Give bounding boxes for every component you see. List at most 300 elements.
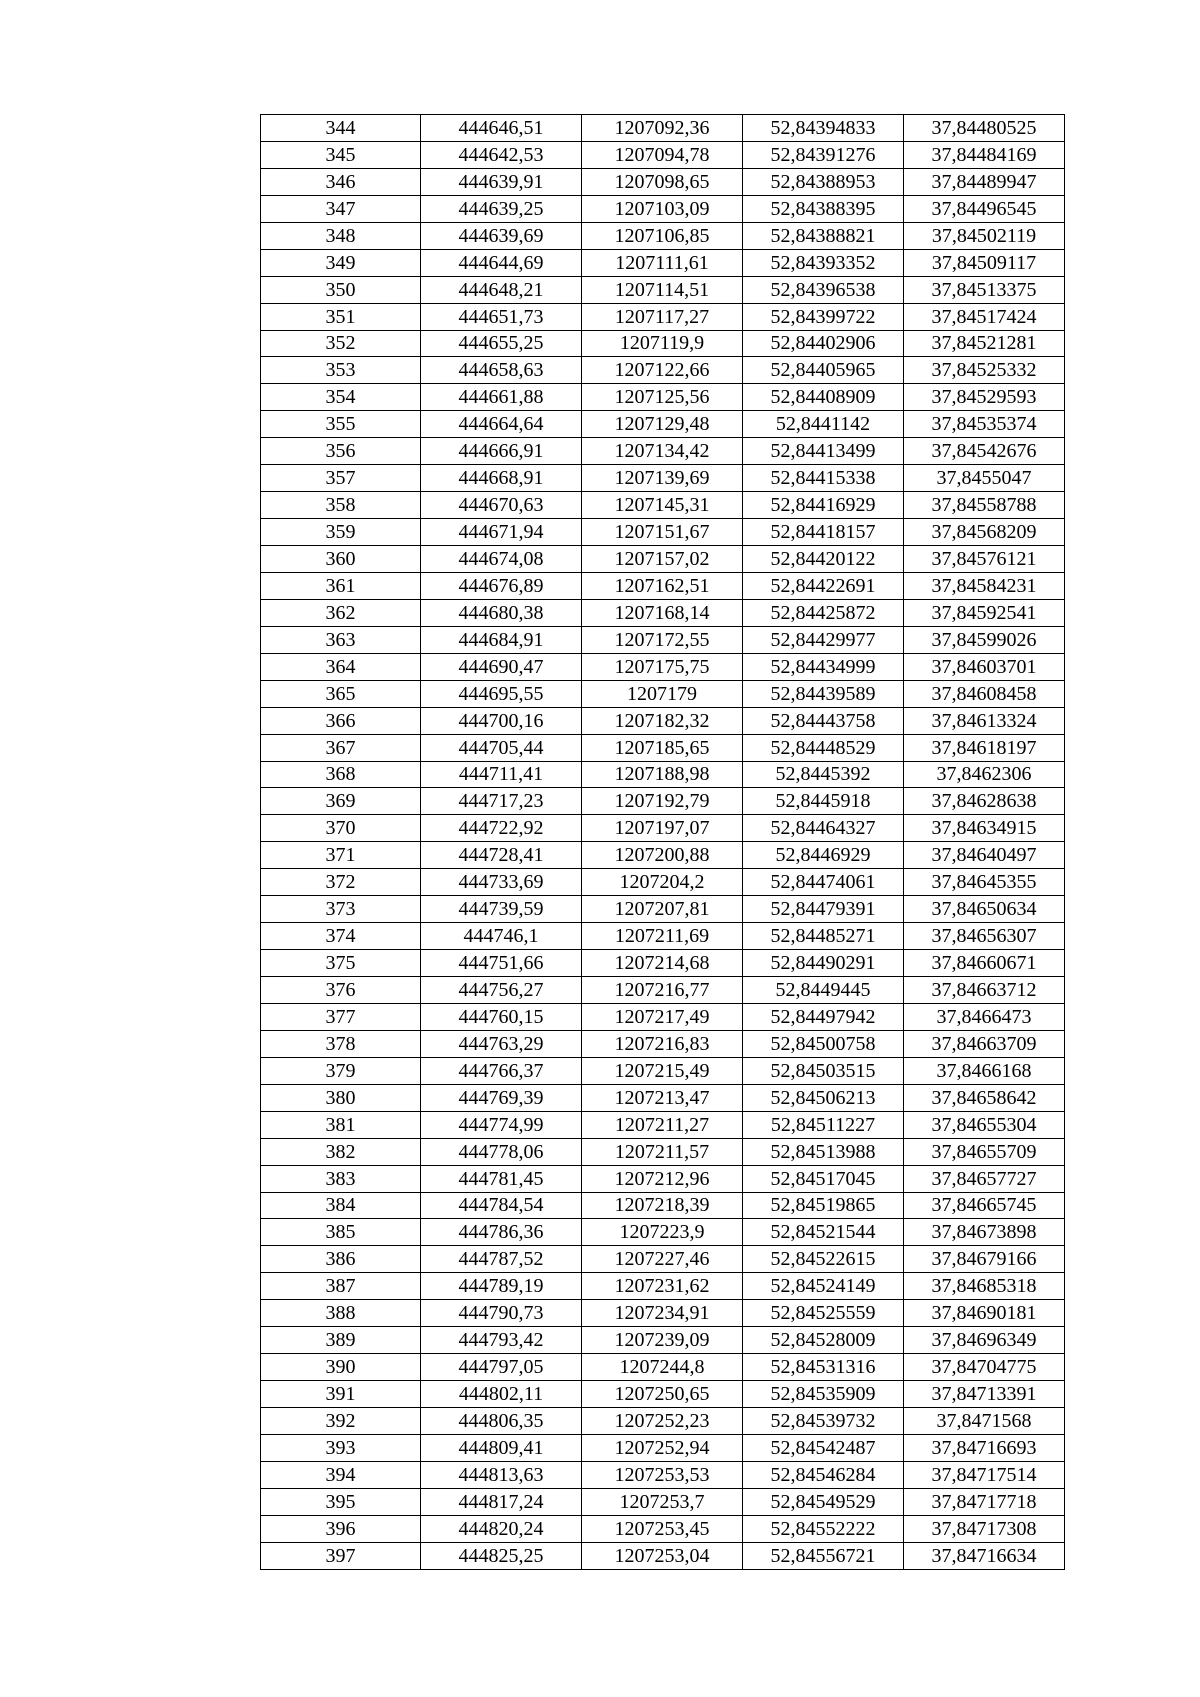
latitude-cell: 52,84420122 [743,546,904,573]
point-number-cell: 391 [261,1381,421,1408]
table-row [261,788,1065,815]
longitude-cell: 37,84685318 [904,1273,1065,1300]
point-number-cell: 350 [261,276,421,303]
latitude-cell: 52,84415338 [743,465,904,492]
table-row [261,1461,1065,1488]
y-coordinate-cell: 1207117,27 [582,303,743,330]
x-coordinate-cell: 444639,91 [421,168,582,195]
latitude-cell: 52,84388395 [743,195,904,222]
longitude-cell: 37,84645355 [904,869,1065,896]
y-coordinate-cell: 1207192,79 [582,788,743,815]
longitude-cell: 37,8471568 [904,1408,1065,1435]
point-number-cell: 383 [261,1165,421,1192]
longitude-cell: 37,84704775 [904,1354,1065,1381]
longitude-cell: 37,84521281 [904,330,1065,357]
x-coordinate-cell: 444790,73 [421,1300,582,1327]
x-coordinate-cell: 444797,05 [421,1354,582,1381]
latitude-cell: 52,8445918 [743,788,904,815]
point-number-cell: 368 [261,761,421,788]
table-row [261,923,1065,950]
latitude-cell: 52,84552222 [743,1515,904,1542]
latitude-cell: 52,8446929 [743,842,904,869]
table-row [261,465,1065,492]
x-coordinate-cell: 444674,08 [421,546,582,573]
longitude-cell: 37,84655304 [904,1111,1065,1138]
longitude-cell: 37,8466473 [904,1003,1065,1030]
point-number-cell: 385 [261,1219,421,1246]
table-row [261,869,1065,896]
coordinates-table [260,114,1065,1570]
y-coordinate-cell: 1207134,42 [582,438,743,465]
longitude-cell: 37,84592541 [904,599,1065,626]
latitude-cell: 52,84535909 [743,1381,904,1408]
longitude-cell: 37,8466168 [904,1057,1065,1084]
longitude-cell: 37,84568209 [904,519,1065,546]
x-coordinate-cell: 444639,69 [421,222,582,249]
longitude-cell: 37,84502119 [904,222,1065,249]
y-coordinate-cell: 1207216,83 [582,1030,743,1057]
y-coordinate-cell: 1207151,67 [582,519,743,546]
latitude-cell: 52,84517045 [743,1165,904,1192]
y-coordinate-cell: 1207182,32 [582,707,743,734]
y-coordinate-cell: 1207253,04 [582,1542,743,1569]
longitude-cell: 37,84558788 [904,492,1065,519]
point-number-cell: 370 [261,815,421,842]
point-number-cell: 358 [261,492,421,519]
y-coordinate-cell: 1207239,09 [582,1327,743,1354]
point-number-cell: 344 [261,115,421,142]
table-row [261,546,1065,573]
y-coordinate-cell: 1207092,36 [582,115,743,142]
table-row [261,734,1065,761]
table-row [261,1488,1065,1515]
x-coordinate-cell: 444658,63 [421,357,582,384]
latitude-cell: 52,84408909 [743,384,904,411]
table-row [261,276,1065,303]
table-row [261,330,1065,357]
longitude-cell: 37,84618197 [904,734,1065,761]
latitude-cell: 52,84519865 [743,1192,904,1219]
table-row [261,1408,1065,1435]
table-row [261,411,1065,438]
latitude-cell: 52,84556721 [743,1542,904,1569]
point-number-cell: 348 [261,222,421,249]
table-row [261,761,1065,788]
x-coordinate-cell: 444763,29 [421,1030,582,1057]
longitude-cell: 37,84673898 [904,1219,1065,1246]
x-coordinate-cell: 444642,53 [421,141,582,168]
x-coordinate-cell: 444651,73 [421,303,582,330]
longitude-cell: 37,84535374 [904,411,1065,438]
x-coordinate-cell: 444817,24 [421,1488,582,1515]
y-coordinate-cell: 1207098,65 [582,168,743,195]
longitude-cell: 37,84576121 [904,546,1065,573]
latitude-cell: 52,84391276 [743,141,904,168]
table-row [261,1003,1065,1030]
x-coordinate-cell: 444793,42 [421,1327,582,1354]
latitude-cell: 52,8441142 [743,411,904,438]
longitude-cell: 37,84660671 [904,950,1065,977]
latitude-cell: 52,84425872 [743,599,904,626]
x-coordinate-cell: 444728,41 [421,842,582,869]
point-number-cell: 394 [261,1461,421,1488]
x-coordinate-cell: 444684,91 [421,626,582,653]
x-coordinate-cell: 444820,24 [421,1515,582,1542]
x-coordinate-cell: 444671,94 [421,519,582,546]
point-number-cell: 351 [261,303,421,330]
x-coordinate-cell: 444670,63 [421,492,582,519]
longitude-cell: 37,84717514 [904,1461,1065,1488]
point-number-cell: 377 [261,1003,421,1030]
table-row [261,1030,1065,1057]
table-row [261,492,1065,519]
latitude-cell: 52,84490291 [743,950,904,977]
point-number-cell: 349 [261,249,421,276]
table-row [261,168,1065,195]
y-coordinate-cell: 1207197,07 [582,815,743,842]
y-coordinate-cell: 1207145,31 [582,492,743,519]
x-coordinate-cell: 444655,25 [421,330,582,357]
y-coordinate-cell: 1207157,02 [582,546,743,573]
point-number-cell: 393 [261,1434,421,1461]
point-number-cell: 384 [261,1192,421,1219]
latitude-cell: 52,8449445 [743,977,904,1004]
y-coordinate-cell: 1207129,48 [582,411,743,438]
y-coordinate-cell: 1207252,23 [582,1408,743,1435]
point-number-cell: 346 [261,168,421,195]
latitude-cell: 52,84525559 [743,1300,904,1327]
point-number-cell: 389 [261,1327,421,1354]
table-row [261,1057,1065,1084]
point-number-cell: 375 [261,950,421,977]
x-coordinate-cell: 444746,1 [421,923,582,950]
longitude-cell: 37,84717718 [904,1488,1065,1515]
point-number-cell: 396 [261,1515,421,1542]
latitude-cell: 52,84485271 [743,923,904,950]
longitude-cell: 37,84634915 [904,815,1065,842]
y-coordinate-cell: 1207212,96 [582,1165,743,1192]
longitude-cell: 37,84608458 [904,680,1065,707]
y-coordinate-cell: 1207172,55 [582,626,743,653]
latitude-cell: 52,84539732 [743,1408,904,1435]
longitude-cell: 37,84628638 [904,788,1065,815]
x-coordinate-cell: 444751,66 [421,950,582,977]
x-coordinate-cell: 444680,38 [421,599,582,626]
longitude-cell: 37,8455047 [904,465,1065,492]
x-coordinate-cell: 444700,16 [421,707,582,734]
table-row [261,1165,1065,1192]
longitude-cell: 37,8462306 [904,761,1065,788]
x-coordinate-cell: 444802,11 [421,1381,582,1408]
x-coordinate-cell: 444781,45 [421,1165,582,1192]
latitude-cell: 52,84506213 [743,1084,904,1111]
longitude-cell: 37,84489947 [904,168,1065,195]
table-row [261,115,1065,142]
point-number-cell: 397 [261,1542,421,1569]
point-number-cell: 372 [261,869,421,896]
point-number-cell: 388 [261,1300,421,1327]
latitude-cell: 52,84513988 [743,1138,904,1165]
point-number-cell: 355 [261,411,421,438]
latitude-cell: 52,84542487 [743,1434,904,1461]
x-coordinate-cell: 444733,69 [421,869,582,896]
latitude-cell: 52,84474061 [743,869,904,896]
longitude-cell: 37,84679166 [904,1246,1065,1273]
table-row [261,438,1065,465]
y-coordinate-cell: 1207162,51 [582,572,743,599]
latitude-cell: 52,84549529 [743,1488,904,1515]
longitude-cell: 37,84529593 [904,384,1065,411]
y-coordinate-cell: 1207188,98 [582,761,743,788]
x-coordinate-cell: 444646,51 [421,115,582,142]
latitude-cell: 52,84531316 [743,1354,904,1381]
latitude-cell: 52,84434999 [743,653,904,680]
latitude-cell: 52,84500758 [743,1030,904,1057]
longitude-cell: 37,84603701 [904,653,1065,680]
longitude-cell: 37,84658642 [904,1084,1065,1111]
x-coordinate-cell: 444676,89 [421,572,582,599]
y-coordinate-cell: 1207216,77 [582,977,743,1004]
point-number-cell: 386 [261,1246,421,1273]
latitude-cell: 52,84521544 [743,1219,904,1246]
table-row [261,1434,1065,1461]
table-row [261,653,1065,680]
longitude-cell: 37,84655709 [904,1138,1065,1165]
latitude-cell: 52,8445392 [743,761,904,788]
table-row [261,572,1065,599]
y-coordinate-cell: 1207253,45 [582,1515,743,1542]
x-coordinate-cell: 444639,25 [421,195,582,222]
longitude-cell: 37,84513375 [904,276,1065,303]
x-coordinate-cell: 444756,27 [421,977,582,1004]
x-coordinate-cell: 444786,36 [421,1219,582,1246]
table-row [261,357,1065,384]
y-coordinate-cell: 1207175,75 [582,653,743,680]
latitude-cell: 52,84394833 [743,115,904,142]
y-coordinate-cell: 1207111,61 [582,249,743,276]
y-coordinate-cell: 1207250,65 [582,1381,743,1408]
latitude-cell: 52,84422691 [743,572,904,599]
point-number-cell: 376 [261,977,421,1004]
latitude-cell: 52,84416929 [743,492,904,519]
longitude-cell: 37,84542676 [904,438,1065,465]
y-coordinate-cell: 1207214,68 [582,950,743,977]
point-number-cell: 364 [261,653,421,680]
longitude-cell: 37,84599026 [904,626,1065,653]
x-coordinate-cell: 444778,06 [421,1138,582,1165]
table-row [261,1327,1065,1354]
x-coordinate-cell: 444695,55 [421,680,582,707]
x-coordinate-cell: 444760,15 [421,1003,582,1030]
table-row [261,384,1065,411]
y-coordinate-cell: 1207094,78 [582,141,743,168]
y-coordinate-cell: 1207204,2 [582,869,743,896]
x-coordinate-cell: 444774,99 [421,1111,582,1138]
point-number-cell: 352 [261,330,421,357]
point-number-cell: 366 [261,707,421,734]
latitude-cell: 52,84497942 [743,1003,904,1030]
point-number-cell: 374 [261,923,421,950]
x-coordinate-cell: 444825,25 [421,1542,582,1569]
table-row [261,842,1065,869]
y-coordinate-cell: 1207103,09 [582,195,743,222]
point-number-cell: 361 [261,572,421,599]
point-number-cell: 347 [261,195,421,222]
table-row [261,680,1065,707]
latitude-cell: 52,84439589 [743,680,904,707]
table-row [261,222,1065,249]
table-row [261,1138,1065,1165]
latitude-cell: 52,84528009 [743,1327,904,1354]
x-coordinate-cell: 444769,39 [421,1084,582,1111]
table-row [261,1515,1065,1542]
x-coordinate-cell: 444787,52 [421,1246,582,1273]
longitude-cell: 37,84690181 [904,1300,1065,1327]
table-row [261,249,1065,276]
longitude-cell: 37,84496545 [904,195,1065,222]
point-number-cell: 353 [261,357,421,384]
point-number-cell: 359 [261,519,421,546]
table-row [261,1246,1065,1273]
longitude-cell: 37,84640497 [904,842,1065,869]
table-row [261,303,1065,330]
y-coordinate-cell: 1207215,49 [582,1057,743,1084]
longitude-cell: 37,84484169 [904,141,1065,168]
longitude-cell: 37,84650634 [904,896,1065,923]
table-row [261,141,1065,168]
x-coordinate-cell: 444711,41 [421,761,582,788]
x-coordinate-cell: 444784,54 [421,1192,582,1219]
y-coordinate-cell: 1207252,94 [582,1434,743,1461]
x-coordinate-cell: 444668,91 [421,465,582,492]
table-row [261,1542,1065,1569]
latitude-cell: 52,84522615 [743,1246,904,1273]
x-coordinate-cell: 444666,91 [421,438,582,465]
table-row [261,977,1065,1004]
y-coordinate-cell: 1207200,88 [582,842,743,869]
longitude-cell: 37,84663712 [904,977,1065,1004]
x-coordinate-cell: 444644,69 [421,249,582,276]
longitude-cell: 37,84584231 [904,572,1065,599]
y-coordinate-cell: 1207244,8 [582,1354,743,1381]
point-number-cell: 373 [261,896,421,923]
y-coordinate-cell: 1207218,39 [582,1192,743,1219]
point-number-cell: 360 [261,546,421,573]
latitude-cell: 52,84396538 [743,276,904,303]
latitude-cell: 52,84413499 [743,438,904,465]
point-number-cell: 382 [261,1138,421,1165]
point-number-cell: 357 [261,465,421,492]
longitude-cell: 37,84480525 [904,115,1065,142]
point-number-cell: 356 [261,438,421,465]
table-row [261,1381,1065,1408]
table-row [261,1219,1065,1246]
x-coordinate-cell: 444739,59 [421,896,582,923]
y-coordinate-cell: 1207223,9 [582,1219,743,1246]
point-number-cell: 362 [261,599,421,626]
x-coordinate-cell: 444766,37 [421,1057,582,1084]
y-coordinate-cell: 1207227,46 [582,1246,743,1273]
latitude-cell: 52,84524149 [743,1273,904,1300]
point-number-cell: 380 [261,1084,421,1111]
x-coordinate-cell: 444661,88 [421,384,582,411]
longitude-cell: 37,84657727 [904,1165,1065,1192]
latitude-cell: 52,84464327 [743,815,904,842]
table-row [261,1354,1065,1381]
x-coordinate-cell: 444809,41 [421,1434,582,1461]
latitude-cell: 52,84429977 [743,626,904,653]
y-coordinate-cell: 1207234,91 [582,1300,743,1327]
table-row [261,519,1065,546]
x-coordinate-cell: 444648,21 [421,276,582,303]
x-coordinate-cell: 444664,64 [421,411,582,438]
latitude-cell: 52,84402906 [743,330,904,357]
longitude-cell: 37,84713391 [904,1381,1065,1408]
coordinates-table-body [261,115,1065,1570]
y-coordinate-cell: 1207211,69 [582,923,743,950]
x-coordinate-cell: 444789,19 [421,1273,582,1300]
table-row [261,1273,1065,1300]
table-row [261,896,1065,923]
longitude-cell: 37,84716634 [904,1542,1065,1569]
point-number-cell: 365 [261,680,421,707]
point-number-cell: 367 [261,734,421,761]
point-number-cell: 345 [261,141,421,168]
point-number-cell: 369 [261,788,421,815]
longitude-cell: 37,84717308 [904,1515,1065,1542]
x-coordinate-cell: 444717,23 [421,788,582,815]
longitude-cell: 37,84613324 [904,707,1065,734]
latitude-cell: 52,84418157 [743,519,904,546]
y-coordinate-cell: 1207213,47 [582,1084,743,1111]
y-coordinate-cell: 1207139,69 [582,465,743,492]
longitude-cell: 37,84509117 [904,249,1065,276]
x-coordinate-cell: 444806,35 [421,1408,582,1435]
point-number-cell: 371 [261,842,421,869]
point-number-cell: 379 [261,1057,421,1084]
table-row [261,707,1065,734]
longitude-cell: 37,84525332 [904,357,1065,384]
y-coordinate-cell: 1207122,66 [582,357,743,384]
y-coordinate-cell: 1207211,57 [582,1138,743,1165]
y-coordinate-cell: 1207114,51 [582,276,743,303]
latitude-cell: 52,84443758 [743,707,904,734]
latitude-cell: 52,84503515 [743,1057,904,1084]
table-row [261,1192,1065,1219]
table-row [261,815,1065,842]
point-number-cell: 381 [261,1111,421,1138]
y-coordinate-cell: 1207185,65 [582,734,743,761]
table-row [261,950,1065,977]
y-coordinate-cell: 1207125,56 [582,384,743,411]
x-coordinate-cell: 444813,63 [421,1461,582,1488]
point-number-cell: 387 [261,1273,421,1300]
table-row [261,1084,1065,1111]
x-coordinate-cell: 444705,44 [421,734,582,761]
table-row [261,1300,1065,1327]
point-number-cell: 378 [261,1030,421,1057]
latitude-cell: 52,84546284 [743,1461,904,1488]
point-number-cell: 392 [261,1408,421,1435]
longitude-cell: 37,84716693 [904,1434,1065,1461]
longitude-cell: 37,84696349 [904,1327,1065,1354]
table-row [261,1111,1065,1138]
y-coordinate-cell: 1207207,81 [582,896,743,923]
y-coordinate-cell: 1207253,53 [582,1461,743,1488]
x-coordinate-cell: 444722,92 [421,815,582,842]
point-number-cell: 363 [261,626,421,653]
table-row [261,195,1065,222]
